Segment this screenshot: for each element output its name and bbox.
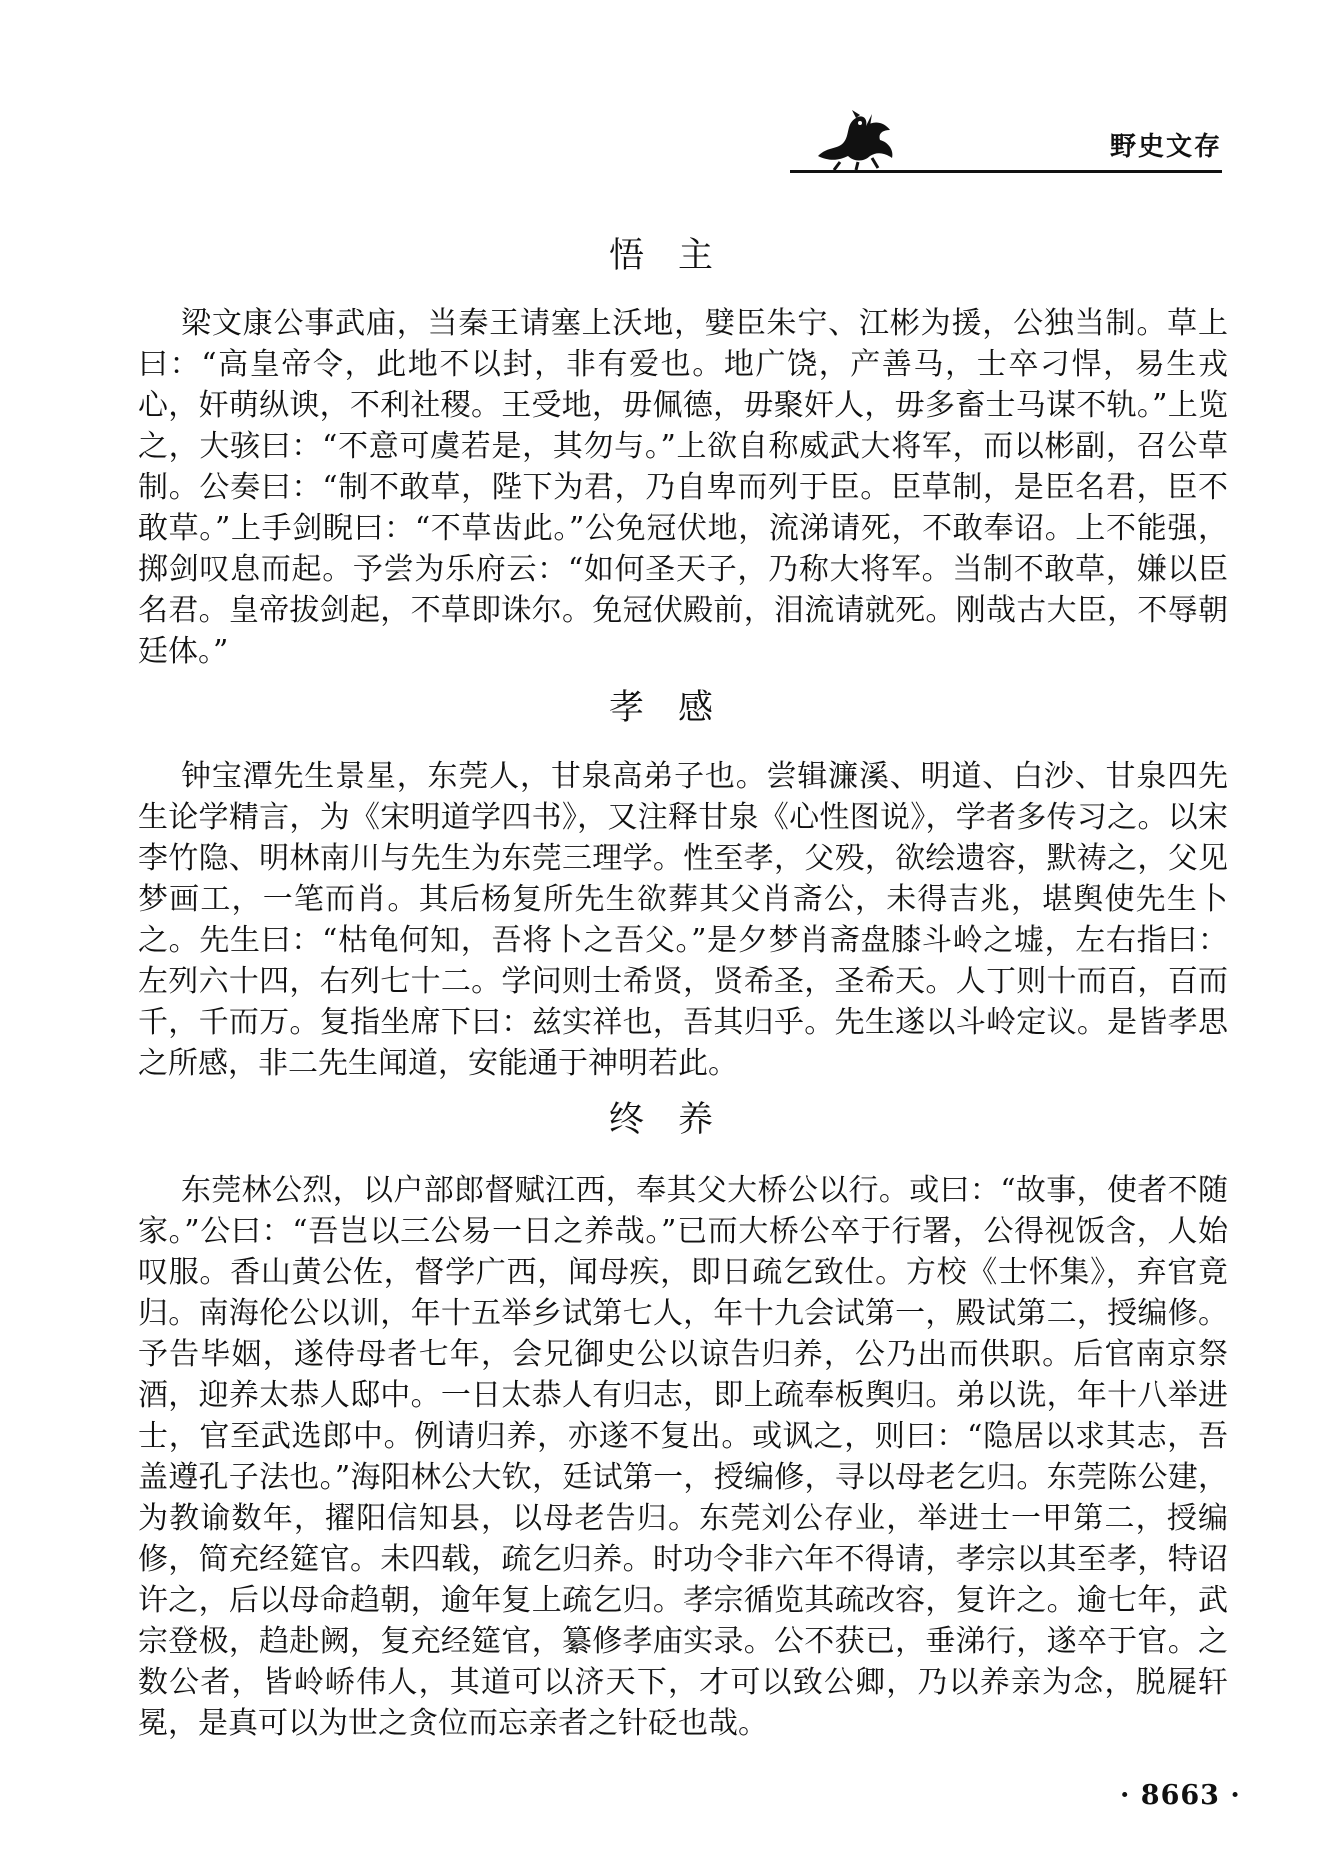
dragon-emblem-icon [810,106,900,172]
page-number: · 8663 · [1120,1780,1241,1811]
section-paragraph-xiaogan: 钟宝潭先生景星，东莞人，甘泉高弟子也。尝辑濂溪、明道、白沙、甘泉四先生论学精言，为《宋明道学四书》，又注释甘泉《心性图说》，学者多传习之。以宋李竹隐、明林南川与先生为东莞三理学。性至孝，父殁，欲绘遗容，默祷之，父见梦画工，一笔而肖。其后杨复所先生欲葬其父肖斋公，未得吉兆，堪舆使先生卜之。先生曰：“枯龟何知，吾将卜之吾父。”是夕梦肖斋盘膝斗岭之墟，左右指曰：左列六十四，右列七十二。学问则士希贤，贤希圣，圣希天。人丁则十而百，百而千，千而万。复指坐席下曰：兹实祥也，吾其归乎。先生遂以斗岭定议。是皆孝思之所感，非二先生闻道，安能通于神明若此。 [138,759,1228,1081]
book-title: 野史文存 [1109,132,1222,162]
running-header [790,100,1222,180]
section-paragraph-zhongyang: 东莞林公烈，以户部郎督赋江西，奉其父大桥公以行。或曰：“故事，使者不随家。”公曰：“吾岂以三公易一日之养哉。”已而大桥公卒于行署，公得视饭含，人始叹服。香山黄公佐，督学广西，闻母疾，即日疏乞致仕。方校《士怀集》，弃官竟归。南海伦公以训，年十五举乡试第七人，年十九会试第一，殿试第二，授编修。予告毕姻，遂侍母者七年，会兄御史公以谅告归养，公乃出而供职。后官南京祭酒，迎养太恭人邸中。一日太恭人有归志，即上疏奉板舆归。弟以诜，年十八举进士，官至武选郎中。例请归养，亦遂不复出。或讽之，则曰：“隐居以求其志，吾盖遵孔子法也。”海阳林公大钦，廷试第一，授编修，寻以母老乞归。东莞陈公建，为教谕数年，擢阳信知县，以母老告归。东莞刘公存业，举进士一甲第二，授编修，简充经筵官。未四载，疏乞归养。时功令非六年不得请，孝宗以其至孝，特诏许之，后以母命趋朝，逾年复上疏乞归。孝宗循览其疏改容，复许之。逾七年，武宗登极，趋赴阙，复充经筵官，纂修孝庙实录。公不获已，垂涕行，遂卒于官。之数公者，皆岭峤伟人，其道可以济天下，才可以致公卿，乃以养亲为念，脱屣轩冕，是真可以为世之贪位而忘亲者之针砭也哉。 [138,1173,1228,1741]
section-title-wuzhu: 悟主 [608,236,747,276]
header-rule [790,170,1222,173]
section-title-xiaogan: 孝感 [608,688,747,728]
section-title-zhongyang: 终养 [608,1100,747,1140]
section-paragraph-wuzhu: 梁文康公事武庙，当秦王请塞上沃地，嬖臣朱宁、江彬为援，公独当制。草上曰：“高皇帝令，此地不以封，非有爱也。地广饶，产善马，士卒刁悍，易生戎心，奸萌纵谀，不利社稷。王受地，毋佩德，毋聚奸人，毋多畜士马谋不轨。”上览之，大骇曰：“不意可虞若是，其勿与。”上欲自称威武大将军，而以彬副，召公草制。公奏曰：“制不敢草，陛下为君，乃自卑而列于臣。臣草制，是臣名君，臣不敢草。”上手剑睨曰：“不草齿此。”公免冠伏地，流涕请死，不敢奉诏。上不能强，掷剑叹息而起。予尝为乐府云：“如何圣天子，乃称大将军。当制不敢草，嫌以臣名君。皇帝拔剑起，不草即诛尔。免冠伏殿前，泪流请就死。刚哉古大臣，不辱朝廷体。” [138,306,1228,669]
